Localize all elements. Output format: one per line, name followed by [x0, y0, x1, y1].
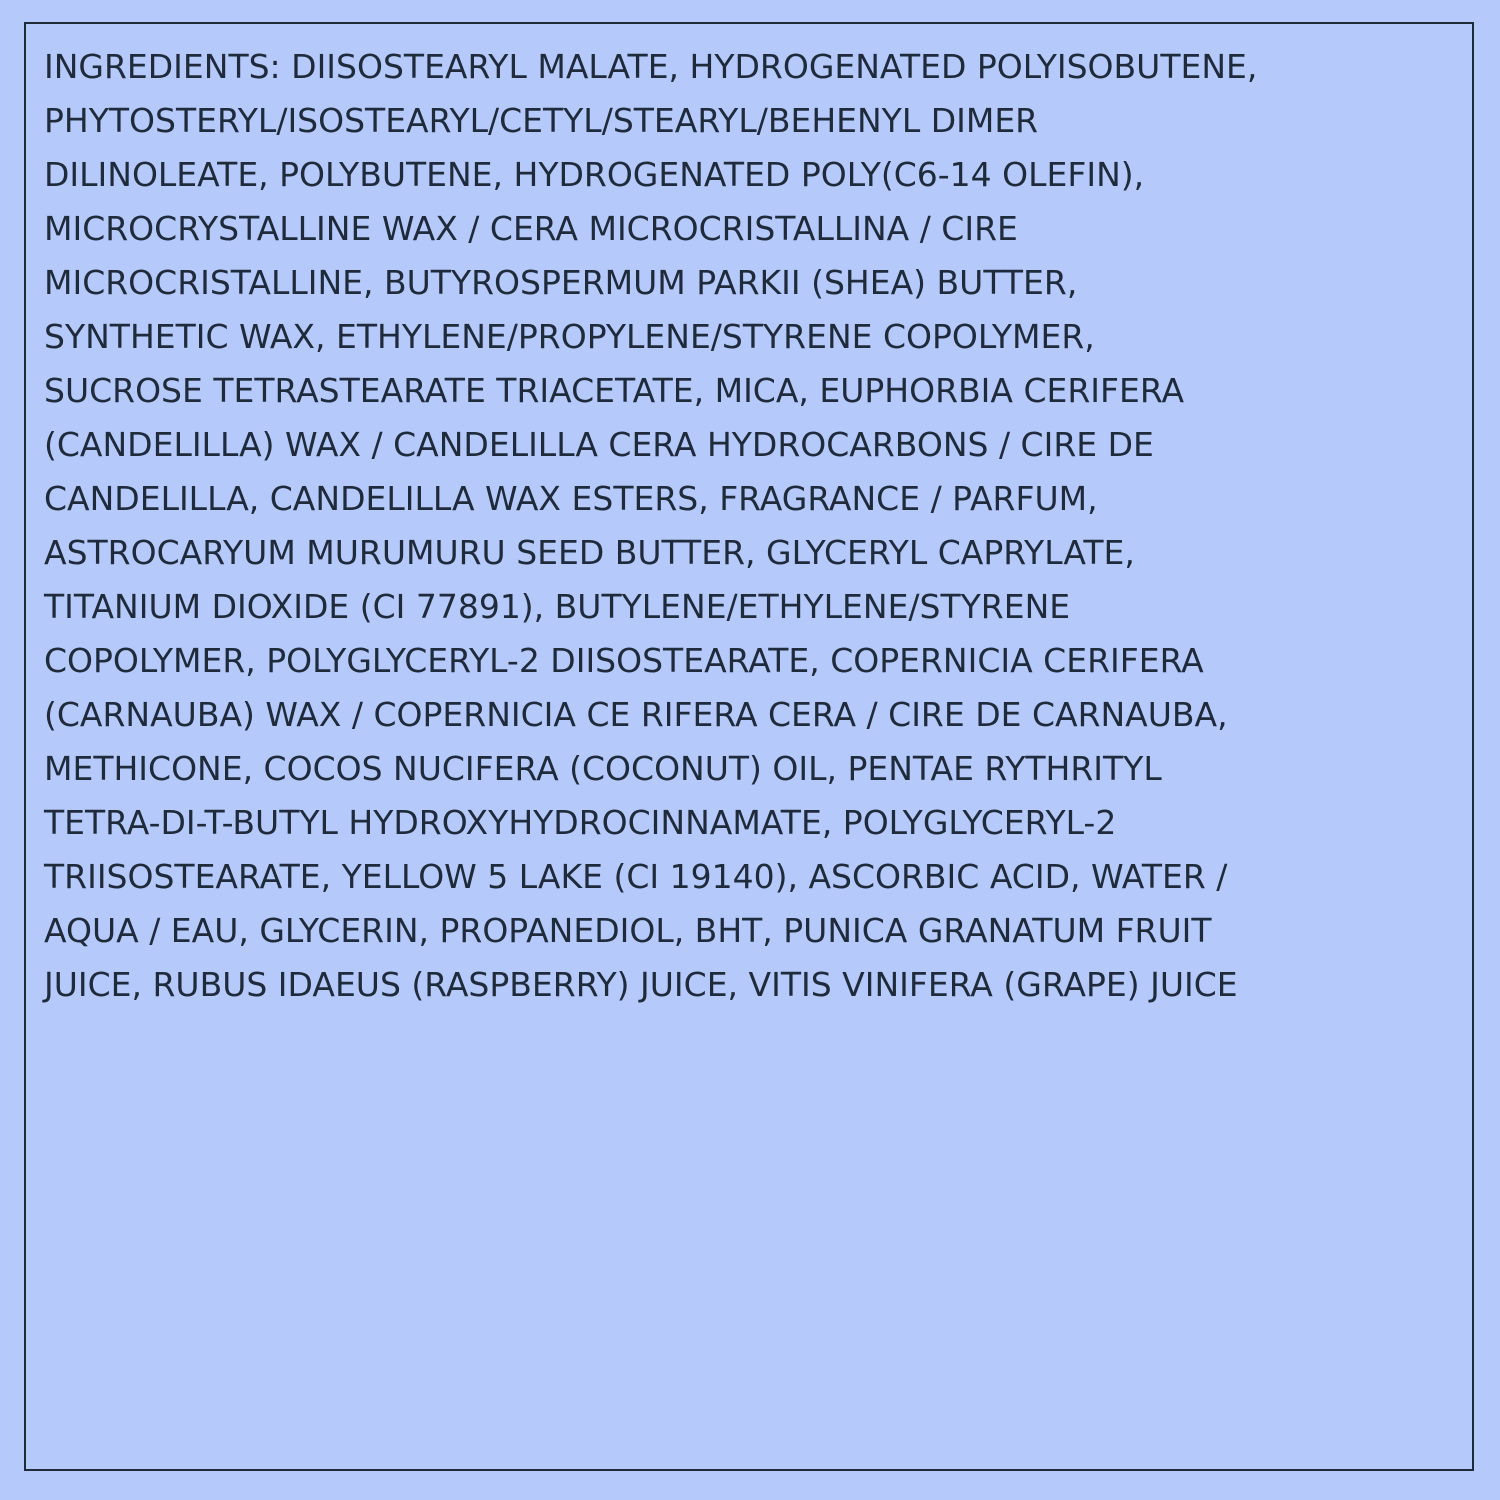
- ingredients-line: ASTROCARYUM MURUMURU SEED BUTTER, GLYCERYL CAPRYLATE,: [44, 533, 1135, 572]
- ingredients-line: (CARNAUBA) WAX / COPERNICIA CE RIFERA CERA / CIRE DE CARNAUBA,: [44, 695, 1228, 734]
- ingredients-line: TITANIUM DIOXIDE (CI 77891), BUTYLENE/ETHYLENE/STYRENE: [44, 587, 1071, 626]
- ingredients-line: TRIISOSTEARATE, YELLOW 5 LAKE (CI 19140), ASCORBIC ACID, WATER /: [44, 857, 1228, 896]
- ingredients-line: JUICE, RUBUS IDAEUS (RASPBERRY) JUICE, VITIS VINIFERA (GRAPE) JUICE: [44, 965, 1238, 1004]
- ingredients-line: (CANDELILLA) WAX / CANDELILLA CERA HYDROCARBONS / CIRE DE: [44, 425, 1154, 464]
- ingredients-line: TETRA-DI-T-BUTYL HYDROXYHYDROCINNAMATE, POLYGLYCERYL-2: [44, 803, 1117, 842]
- ingredients-line: COPOLYMER, POLYGLYCERYL-2 DIISOSTEARATE, COPERNICIA CERIFERA: [44, 641, 1204, 680]
- ingredients-line: DILINOLEATE, POLYBUTENE, HYDROGENATED POLY(C6-14 OLEFIN),: [44, 155, 1145, 194]
- ingredients-line: MICROCRISTALLINE, BUTYROSPERMUM PARKII (SHEA) BUTTER,: [44, 263, 1078, 302]
- ingredients-text: [44, 40, 1464, 1012]
- ingredients-line: INGREDIENTS: DIISOSTEARYL MALATE, HYDROGENATED POLYISOBUTENE,: [44, 47, 1258, 86]
- ingredients-line: SYNTHETIC WAX, ETHYLENE/PROPYLENE/STYRENE COPOLYMER,: [44, 317, 1095, 356]
- ingredients-line: SUCROSE TETRASTEARATE TRIACETATE, MICA, EUPHORBIA CERIFERA: [44, 371, 1185, 410]
- ingredients-line: CANDELILLA, CANDELILLA WAX ESTERS, FRAGRANCE / PARFUM,: [44, 479, 1098, 518]
- ingredients-line: METHICONE, COCOS NUCIFERA (COCONUT) OIL, PENTAE RYTHRITYL: [44, 749, 1162, 788]
- ingredients-line: PHYTOSTERYL/ISOSTEARYL/CETYL/STEARYL/BEHENYL DIMER: [44, 101, 1039, 140]
- ingredients-line: MICROCRYSTALLINE WAX / CERA MICROCRISTALLINA / CIRE: [44, 209, 1018, 248]
- ingredients-line: AQUA / EAU, GLYCERIN, PROPANEDIOL, BHT, PUNICA GRANATUM FRUIT: [44, 911, 1212, 950]
